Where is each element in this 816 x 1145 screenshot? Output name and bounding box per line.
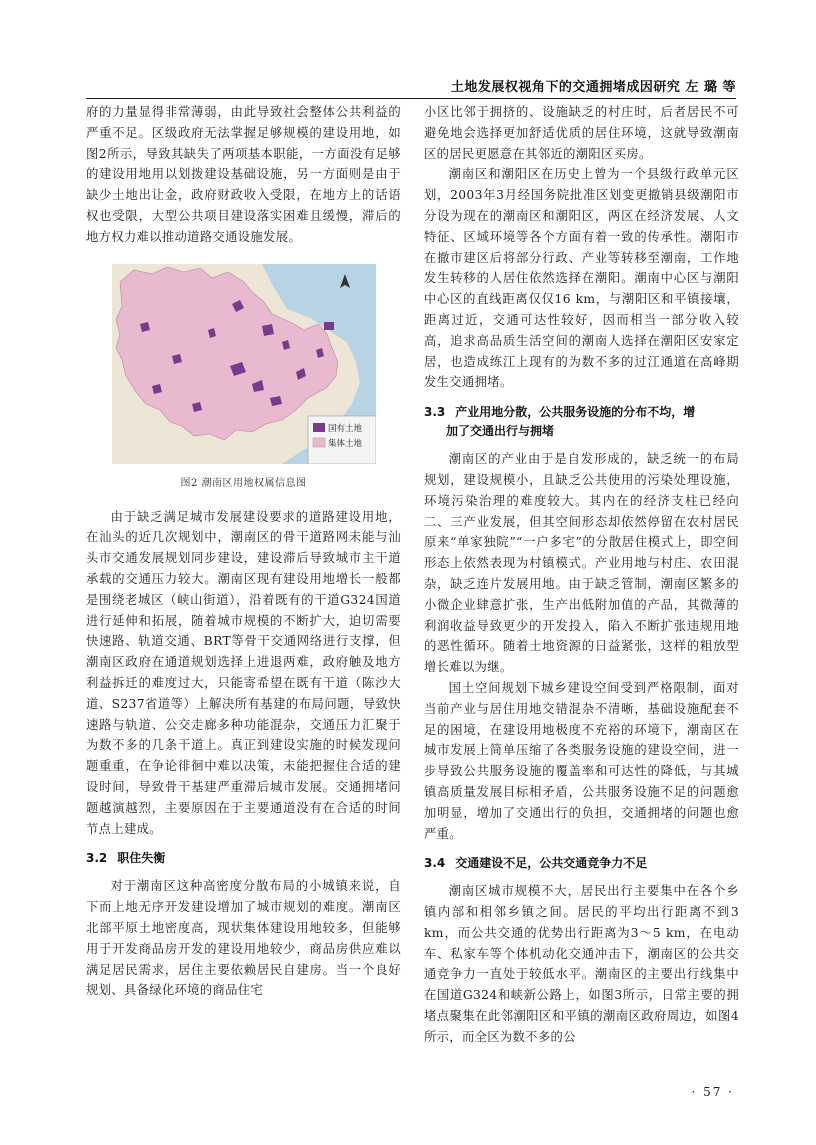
right-paragraph-4: 国土空间规划下城乡建设空间受到严格限制，面对当前产业与居住用地交错混杂不清晰，基础设施配套不足的困境，在建设用地极度不充裕的环境下，潮南区在城市发展上简单压缩了各类服务设施的建设空间，进一步导致公共服务设施的覆盖率和可达性的降低，与其城镇高质量发展目标相矛盾，公共服务设施不足的问题愈加明显，增加了交通出行的负担，交通拥堵的问题也愈严重。	[424, 680, 739, 841]
running-header-title: 土地发展权视角下的交通拥堵成因研究 左 璐 等	[450, 80, 736, 95]
land-ownership-map	[112, 264, 376, 464]
section-3-3-title-line1: 产业用地分散，公共服务设施的分布不均，增	[455, 405, 696, 420]
right-paragraph-2: 潮南区和潮阳区在历史上曾为一个县级行政单元区划，2003年3月经国务院批准区划变更撤销县级潮阳市分设为现在的潮南区和潮阳区，两区在经济发展、人文特征、区域环境等各个方面有着一致的传承性。潮阳市在撤市建区后将部分行政、产业等转移至潮南，工作地发生转移的人居住依然选择在潮阳。潮南中心区与潮阳中心区的直线距离仅仅16 km，与潮阳区和平镇接壤，距离过近，交通可达性较好，因而相当一部分收入较高，追求高品质生活空间的潮南人选择在潮阳区安家定居，也造成练江上现有的为数不多的过江通道在高峰期发生交通拥堵。	[424, 167, 739, 390]
section-3-2-number: 3.2	[86, 851, 108, 866]
figure-2-caption: 图2 潮南区用地权属信息图	[180, 477, 307, 489]
right-column	[424, 102, 739, 1048]
right-paragraph-5: 潮南区城市规模不大，居民出行主要集中在各个乡镇内部和相邻乡镇之间。居民的平均出行距离不到3 km，而公共交通的优势出行距离为3～5 km，在电动车、私家车等个体机动化交通冲击下，潮南区的公共交通竞争力一直处于较低水平。潮南区的主要出行线集中在国道G324和峡新公路上，如图3所示，日常主要的拥堵点聚集在此邻潮阳区和平镇的潮南区政府周边，如图4所示，而全区为数不多的公	[424, 884, 739, 1044]
section-3-4-heading	[424, 854, 739, 873]
section-3-2-title: 职住失衡	[117, 851, 166, 866]
legend-label-collective: 集体土地	[327, 438, 362, 449]
left-paragraph-3: 对于潮南区这种高密度分散布局的小城镇来说，自下而上地无序开发建设增加了城市规划的难度。潮南区北部平原土地密度高，现状集体建设用地较多，但能够用于开发商品房开发的建设用地较少，商品房供应难以满足居民需求，居住主要依赖居民自建房。当一个良好规划、具备绿化环境的商品住宅	[86, 879, 401, 998]
section-3-3-title-line2: 加了交通出行与拥堵	[446, 424, 555, 439]
section-3-3-number: 3.3	[424, 405, 446, 420]
section-3-4-title: 交通建设不足，公共交通竞争力不足	[455, 856, 648, 871]
page-number: · 57 ·	[691, 1085, 734, 1099]
legend-swatch-state	[313, 423, 325, 432]
legend-label-state: 国有土地	[327, 423, 362, 434]
right-paragraph-1: 小区比邻于拥挤的、设施缺乏的村庄时，后者居民不可避免地会选择更加舒适优质的居住环境，这就导致潮南区的居民更愿意在其邻近的潮阳区买房。	[424, 105, 739, 161]
map-legend	[308, 416, 376, 464]
left-column	[86, 102, 401, 1001]
section-3-2-heading	[86, 849, 401, 868]
left-paragraph-2: 由于缺乏满足城市发展建设要求的道路建设用地，在汕头的近几次规划中，潮南区的骨干道路网未能与汕头市交通发展规划同步建设，建设滞后导致城市主干道承载的交通压力较大。潮南区现有建设用地增长一般都是围绕老城区（峡山街道），沿着既有的干道G324国道进行延伸和拓展，随着城市规模的不断扩大，迫切需要快速路、轨道交通、BRT等骨干交通网络进行支撑，但潮南区政府在通道规划选择上进退两难，政府触及地方利益拆迁的难度过大，只能寄希望在既有干道（陈沙大道、S237省道等）上解决所有基建的布局问题，导致快速路与轨道、公交走廊多种功能混杂，交通压力汇聚于为数不多的几条干道上。真正到建设实施的时候发现问题重重，在争论徘徊中难以决策，未能把握住合适的建设时间，导致骨干基建严重滞后城市发展。交通拥堵问题越演越烈，主要原因在于主要通道没有在合适的时间节点上建成。	[86, 509, 401, 836]
right-paragraph-3: 潮南区的产业由于是自发形成的，缺乏统一的布局规划，建设规模小，且缺乏公共使用的污染处理设施，环境污染治理的难度较大。其内在的经济支柱已经向二、三产业发展，但其空间形态却依然停留在农村居民原来“单家独院”“一户多宅”的分散居住模式上，即空间形态上依然表现为村镇模式。产业用地与村庄、农田混杂，缺乏连片发展用地。由于缺乏管制，潮南区繁多的小微企业肆意扩张，生产出低附加值的产品，其微薄的利润收益导致更少的开发投入，陷入不断扩张违规用地的恶性循环。随着土地资源的日益紧张，这样的粗放型增长难以为继。	[424, 452, 739, 675]
legend-swatch-collective	[313, 438, 325, 447]
section-3-3-heading	[424, 403, 739, 441]
section-3-4-number: 3.4	[424, 856, 446, 871]
running-header	[86, 76, 736, 98]
left-paragraph-1: 府的力量显得非常薄弱，由此导致社会整体公共利益的严重不足。区级政府无法掌握足够规模的建设用地，如图2所示，导致其缺失了两项基本职能，一方面没有足够的建设用地用以划拨建设基础设施，另一方面则是由于缺少土地出让金，政府财政收入受限，在地方上的话语权也受限，大型公共项目建设落实困难且缓慢，滞后的地方权力难以推动道路交通设施发展。	[86, 105, 401, 244]
figure-2	[112, 264, 376, 464]
header-rule	[86, 98, 736, 99]
